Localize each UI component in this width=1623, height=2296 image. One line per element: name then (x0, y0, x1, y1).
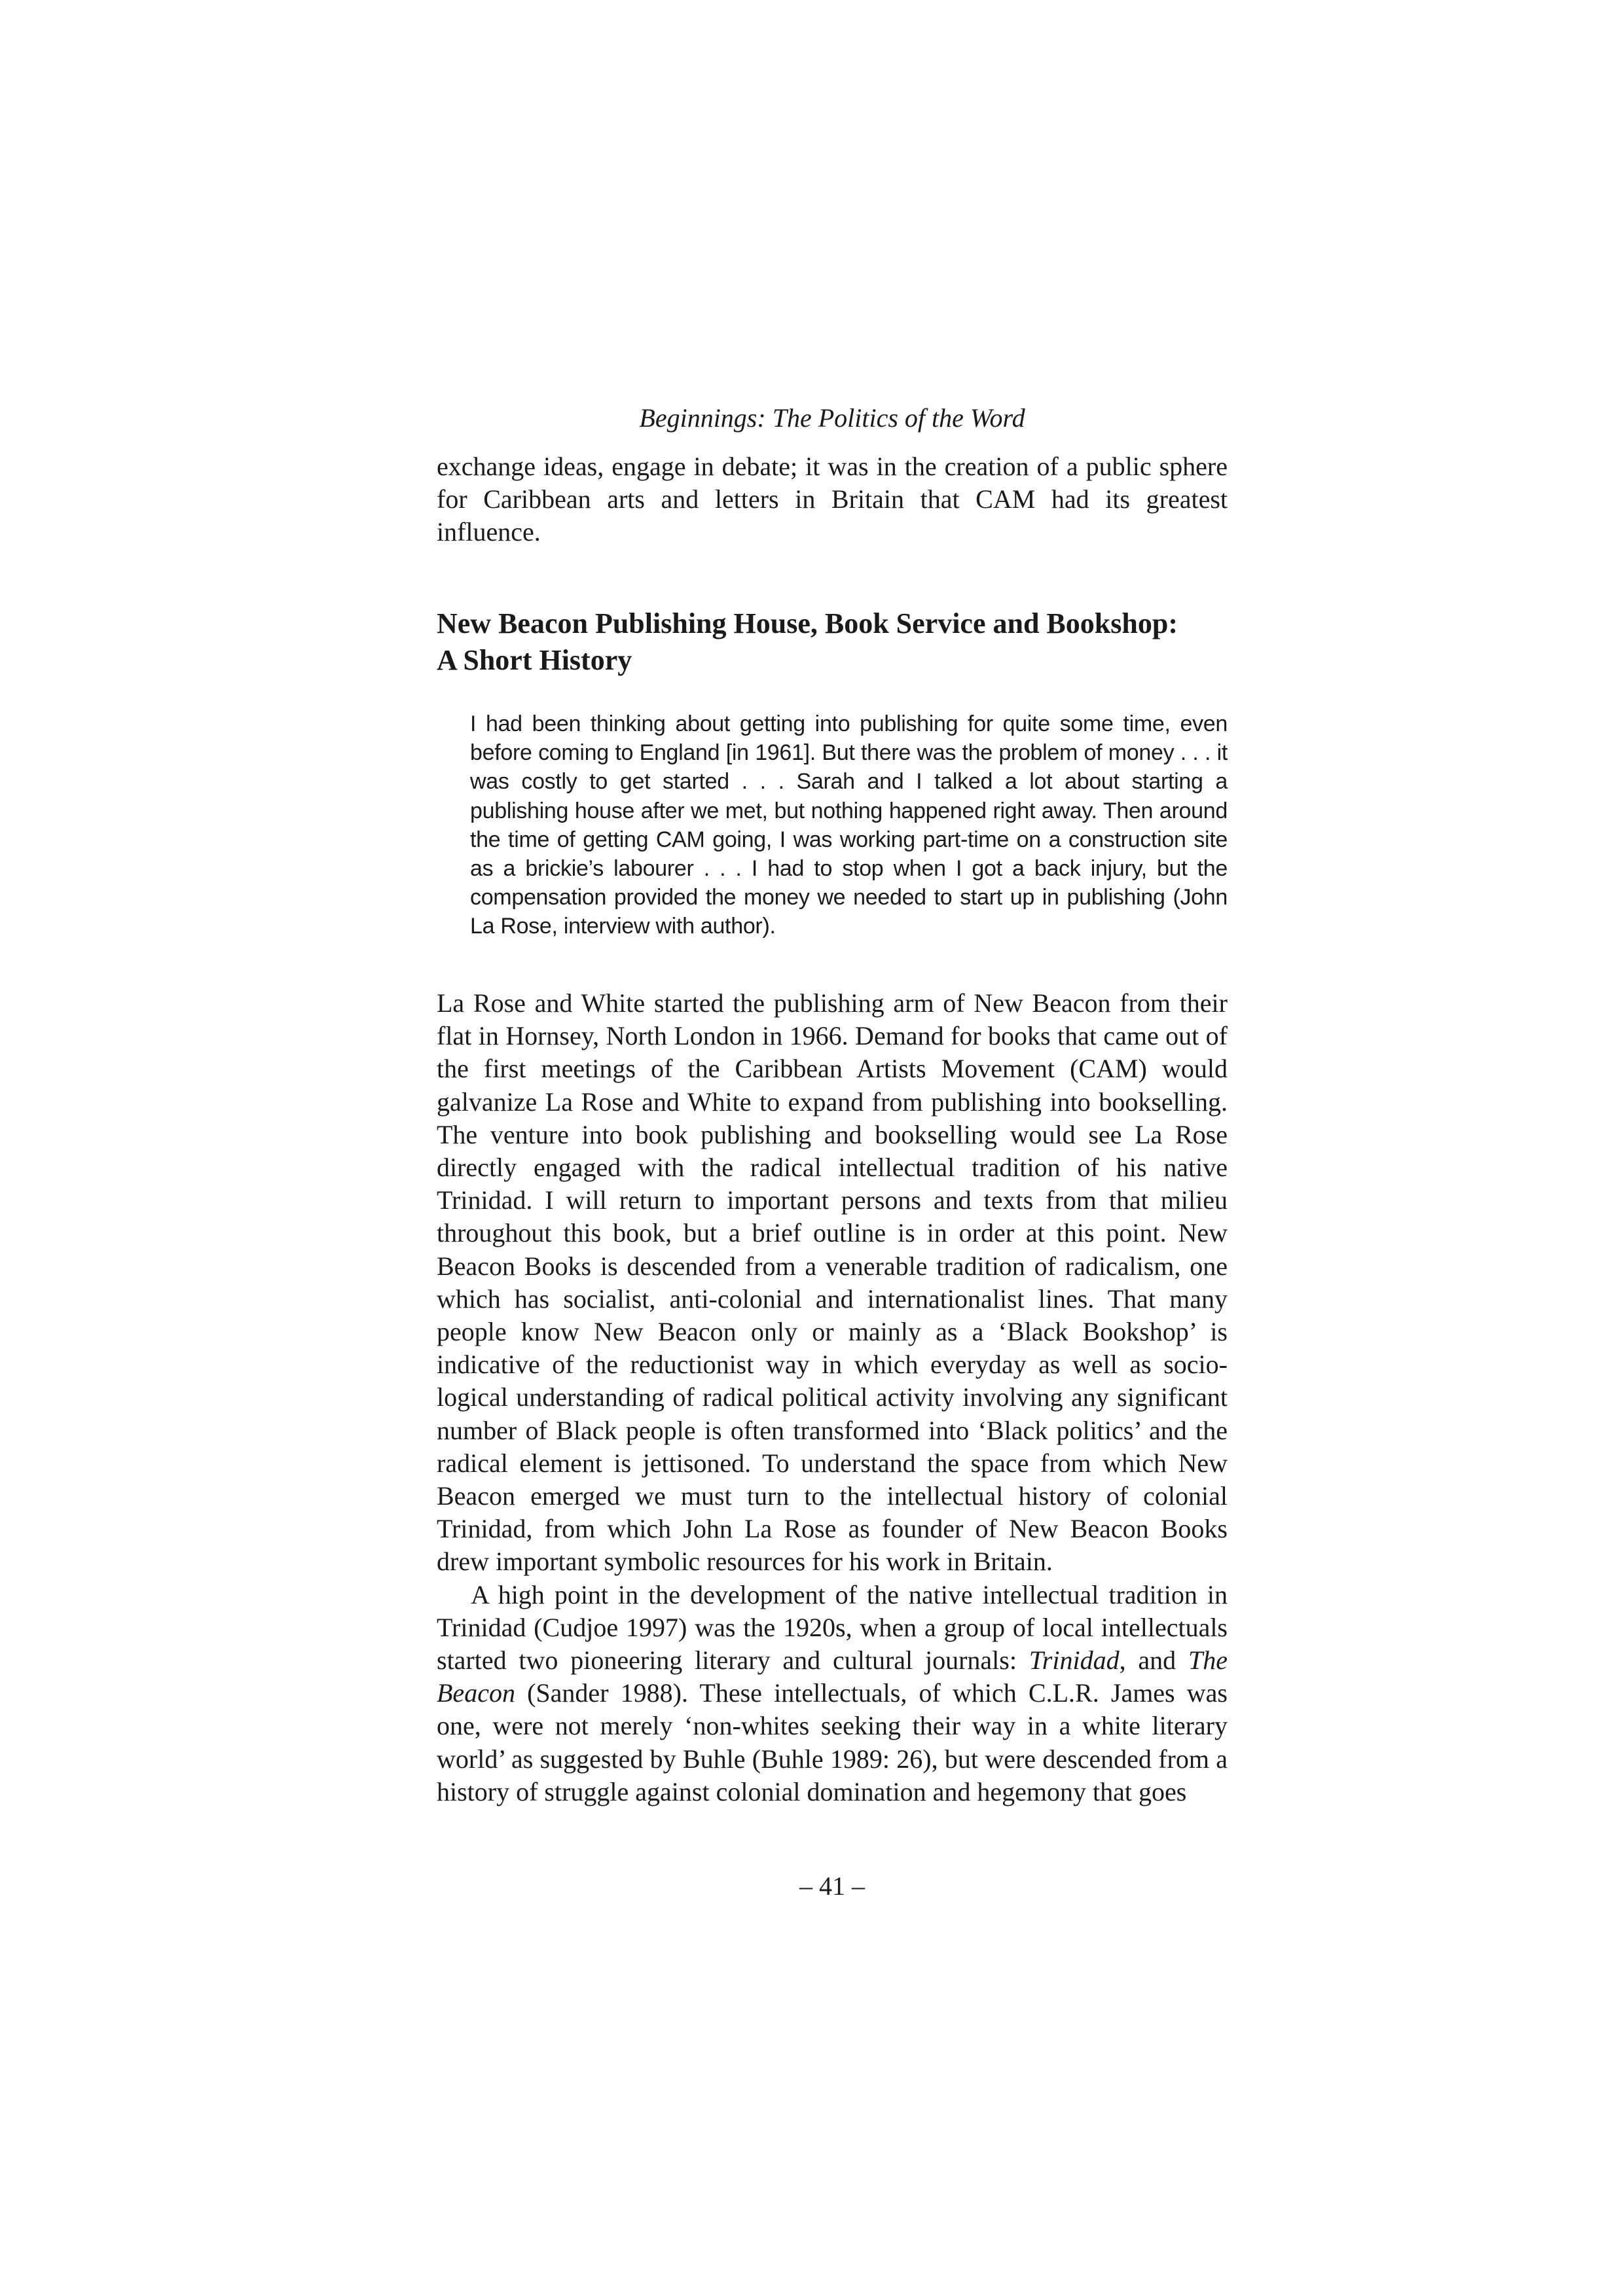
body-paragraph-1: La Rose and White started the publishing arm of New Beacon from their flat in Hornsey, North London in 1966. Demand for books that came out of the first meetings of the Caribbean Artists Movement (CAM) would galvanize La Rose and White to expand from publishing into bookselling. The venture into book publishing and bookselling would see La Rose directly engaged with the radical intellectual tradition of his native Trinidad. I will return to important persons and texts from that milieu throughout this book, but a brief outline is in order at this point. New Beacon Books is descended from a venerable tradition of radicalism, one which has socialist, anti-colonial and internationalist lines. That many people know New Beacon only or mainly as a ‘Black Bookshop’ is indicative of the reductionist way in which everyday as well as socio-logical understanding of radical political activity involving any significant number of Black people is often transformed into ‘Black politics’ and the radical element is jettisoned. To understand the space from which New Beacon emerged we must turn to the intellectual history of colonial Trinidad, from which John La Rose as founder of New Beacon Books drew important symbolic resources for his work in Britain. (437, 988, 1228, 1577)
block-quote: I had been thinking about getting into publishing for quite some time, even before coming to England [in 1961]. But there was the problem of money . . . it was costly to get started . . . Sarah and I talked a lot about starting a publishing house after we met, but nothing happened right away. Then around the time of getting CAM going, I was working part-time on a construction site as a brickie’s labourer . . . I had to stop when I got a back injury, but the compensation provided the money we needed to start up in publishing (John La Rose, interview with author). (470, 711, 1228, 939)
running-head: Beginnings: The Politics of the Word (639, 403, 1025, 433)
opening-paragraph: exchange ideas, engage in debate; it was in the creation of a public sphere for Caribbean arts and letters in Britain that CAM had its greatest influence. (437, 452, 1228, 547)
body-paragraph-2-part-1: A high point in the development of the native intellectual tradition in Trinidad (Cudjoe 1997) was the 1920s, when a group of local intellectuals started two pioneering literary and cultural journals: (437, 1579, 1228, 1676)
page-number: – 41 – (799, 1871, 865, 1901)
journal-title-trinidad: Trinidad (1029, 1645, 1120, 1676)
section-heading (437, 605, 1228, 679)
body-paragraph-2 (437, 1579, 1228, 1808)
section-heading-line-1: New Beacon Publishing House, Book Service and Bookshop: (437, 607, 1178, 639)
body-paragraph-2-part-3: (Sander 1988). These intellectuals, of which C.L.R. James was one, were not merely ‘non-whites seeking their way in a white literary world’ as suggested by Buhle (Buhle 1989: 26), but were descended from a history of struggle against colonial domination and hegemony that goes (437, 1678, 1228, 1806)
opening-paragraph-block (437, 450, 1228, 549)
section-heading-line-2: A Short History (437, 644, 632, 676)
body-paragraph-2-part-2: , and (1119, 1645, 1188, 1676)
body-text (437, 987, 1228, 1808)
journal-title-the-beacon: The Beacon (437, 1645, 1228, 1708)
